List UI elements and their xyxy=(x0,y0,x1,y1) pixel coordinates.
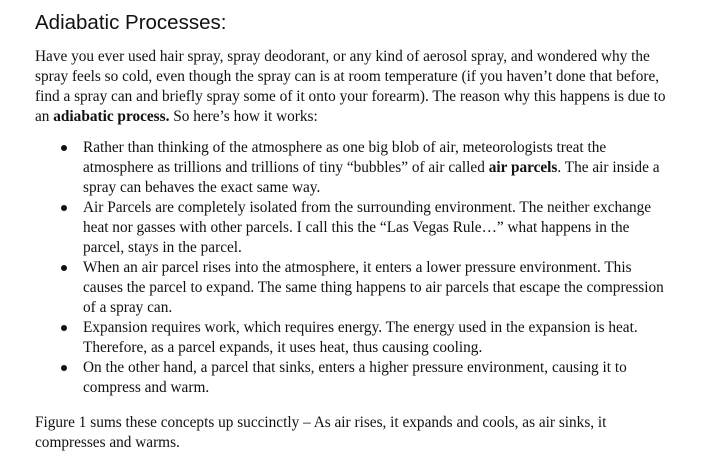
bullet-text: Expansion requires work, which requires energy. The energy used in the expansion is heat. Therefore, as a parcel expands, it uses heat, thus causing cooling. xyxy=(83,319,638,356)
list-item xyxy=(0,358,665,398)
bullet-text: On the other hand, a parcel that sinks, enters a higher pressure environment, causing it to compress and warm. xyxy=(83,359,627,396)
bullet-dot-icon xyxy=(61,365,67,371)
summary-paragraph: Figure 1 sums these concepts up succinctly – As air rises, it expands and cools, as air sinks, it compresses and warms. xyxy=(35,414,607,451)
bullet-text: Rather than thinking of the atmosphere as one big blob of air, meteorologists treat the atmosphere as trillions and trillions of tiny “bubbles” of air called xyxy=(83,139,607,176)
list-item xyxy=(0,318,665,358)
bullet-dot-icon xyxy=(61,265,67,271)
bullet-text: Air Parcels are completely isolated from the surrounding environment. The neither exchange heat nor gasses with other parcels. I call this the “Las Vegas Rule…” what happens in the parcel, stays in the parcel. xyxy=(83,199,652,256)
bullet-text-end: . The air inside a spray can behaves the exact same way. xyxy=(83,159,660,196)
list-item xyxy=(0,138,665,198)
bullet-dot-icon xyxy=(61,145,67,151)
bullet-bold-term: air parcels xyxy=(488,159,558,176)
list-item xyxy=(0,198,665,258)
intro-bold-term: adiabatic process. xyxy=(53,108,170,125)
bullet-text: When an air parcel rises into the atmosphere, it enters a lower pressure environment. This causes the parcel to expand. The same thing happens to air parcels that escape the compression of a spray can. xyxy=(83,259,664,316)
intro-paragraph xyxy=(35,47,675,127)
intro-text-end: So here’s how it works: xyxy=(169,108,318,125)
bullet-list xyxy=(0,138,690,398)
list-item xyxy=(0,258,665,318)
intro-text: Have you ever used hair spray, spray deodorant, or any kind of aerosol spray, and wondered why the spray feels so cold, even though the spray can is at room temperature (if you haven’t done that before, find a spray can and briefly spray some of it onto your forearm). The reason why this happens is due to an xyxy=(35,48,666,125)
bullet-dot-icon xyxy=(61,325,67,331)
bullet-dot-icon xyxy=(61,205,67,211)
page-title: Adiabatic Processes: xyxy=(35,11,227,34)
